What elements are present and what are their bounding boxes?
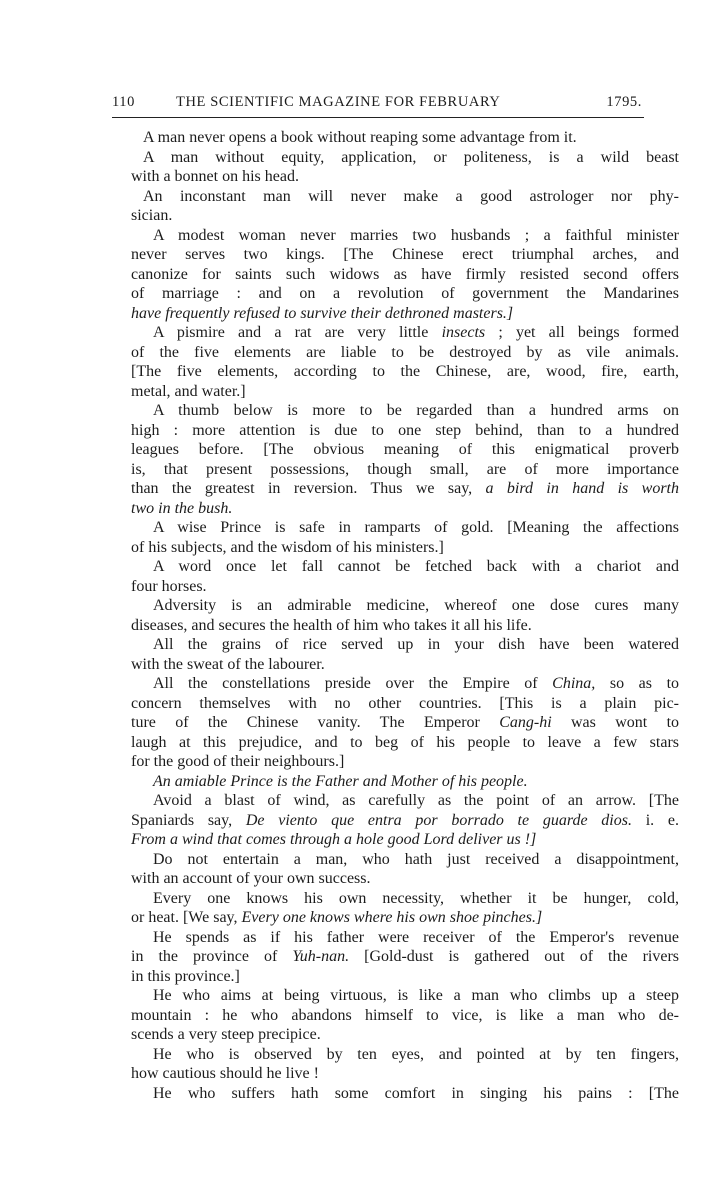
text-line: metal, and water.]: [131, 382, 246, 400]
text-segment: so as to: [609, 675, 680, 692]
italic-phrase: From a wind that comes through a hole good Lord deliver us !]: [131, 831, 537, 848]
italic-phrase: Every one knows where his own shoe pinches.]: [241, 909, 543, 926]
text-line: A man never opens a book without reaping some advantage from it.: [143, 129, 577, 146]
text-segment: was wont to: [571, 714, 680, 731]
italic-word: Cang-hi: [499, 714, 552, 731]
issue-year: 1795.: [606, 94, 642, 110]
text-line: [131, 323, 679, 343]
text-line: [131, 479, 679, 499]
text-segment: in the province of: [131, 948, 278, 965]
text-line: [131, 947, 679, 967]
text-line: An inconstant man will never make a good astrologer nor phy-: [143, 187, 679, 205]
text-line: [131, 304, 679, 324]
italic-phrase: two in the bush.: [131, 499, 233, 517]
text-line: A modest woman never marries two husbands ; a faithful minister: [153, 226, 679, 244]
text-line: [The five elements, according to the Chinese, are, wood, fire, earth,: [131, 363, 679, 380]
italic-word: Yuh-nan.: [292, 948, 350, 965]
text-line: [131, 830, 679, 850]
text-line: with a bonnet on his head.: [131, 168, 299, 185]
text-line: A man without equity, application, or politeness, is a wild beast: [143, 148, 679, 166]
text-line: Every one knows his own necessity, whether it be hunger, cold,: [153, 889, 679, 907]
text-line: He who is observed by ten eyes, and pointed at by ten fingers,: [153, 1045, 679, 1063]
text-line: He who suffers hath some comfort in singing his pains : [The: [153, 1084, 679, 1102]
text-segment: All the constellations preside over the Empire of: [153, 675, 538, 692]
text-line: for the good of their neighbours.]: [131, 753, 345, 770]
proverbs-text: [131, 128, 679, 1103]
italic-word: China,: [552, 675, 596, 692]
italic-phrase: a bird in hand is worth: [485, 480, 679, 497]
text-line: He who aims at being virtuous, is like a man who climbs up a steep: [153, 987, 679, 1004]
italic-phrase: have frequently refused to survive their dethroned masters.]: [131, 304, 514, 322]
text-line: A word once let fall cannot be fetched back with a chariot and: [153, 558, 679, 575]
page-number: 110: [112, 94, 136, 110]
text-segment: A pismire and a rat are very little: [153, 324, 429, 341]
text-segment: ture of the Chinese vanity. The Emperor: [131, 714, 480, 731]
italic-word: insects: [441, 324, 486, 341]
text-line: scends a very steep precipice.: [131, 1026, 321, 1043]
text-line: in this province.]: [131, 967, 240, 985]
text-line: Do not entertain a man, who hath just received a disappointment,: [153, 850, 679, 868]
text-line: [131, 674, 679, 694]
text-line: of his subjects, and the wisdom of his ministers.]: [131, 538, 444, 556]
text-line: diseases, and secures the health of him who takes it all his life.: [131, 616, 532, 634]
text-segment: ; yet all beings formed: [498, 324, 680, 341]
text-segment: i. e.: [645, 811, 679, 829]
text-segment: than the greatest in reversion. Thus we say,: [131, 480, 473, 497]
text-line: [131, 908, 679, 928]
text-line: with the sweat of the labourer.: [131, 655, 325, 673]
text-line: sician.: [131, 207, 173, 224]
text-segment: or heat. [We say,: [131, 909, 238, 926]
text-line: leagues before. [The obvious meaning of this enigmatical proverb: [131, 441, 679, 458]
text-line: He spends as if his father were receiver of the Emperor's revenue: [153, 928, 679, 946]
text-line: laugh at this prejudice, and to beg of his people to leave a few stars: [131, 733, 679, 751]
text-line: of marriage : and on a revolution of government the Mandarines: [131, 285, 679, 302]
text-line: A wise Prince is safe in ramparts of gold. [Meaning the affections: [153, 519, 679, 536]
text-line: how cautious should he live !: [131, 1065, 319, 1082]
italic-phrase: An amiable Prince is the Father and Mother of his people.: [153, 772, 528, 790]
text-line: concern themselves with no other countries. [This is a plain pic-: [131, 694, 679, 712]
magazine-title: THE SCIENTIFIC MAGAZINE FOR FEBRUARY: [176, 94, 501, 110]
text-line: mountain : he who abandons himself to vice, is like a man who de-: [131, 1006, 679, 1024]
text-line: Avoid a blast of wind, as carefully as the point of an arrow. [The: [153, 792, 679, 809]
text-line: never serves two kings. [The Chinese erect triumphal arches, and: [131, 246, 679, 263]
running-header: [112, 94, 642, 116]
text-segment: [Gold-dust is gathered out of the rivers: [364, 948, 680, 965]
text-line: [131, 811, 679, 831]
text-line: All the grains of rice served up in your dish have been watered: [153, 636, 679, 653]
text-line: [131, 772, 679, 792]
text-line: canonize for saints such widows as have firmly resisted second offers: [131, 265, 679, 283]
text-line: with an account of your own success.: [131, 870, 371, 887]
text-line: of the five elements are liable to be destroyed by as vile animals.: [131, 343, 679, 361]
text-segment: Spaniards say,: [131, 811, 233, 829]
italic-phrase: De viento que entra por borrado te guarde dios.: [245, 811, 632, 829]
text-line: high : more attention is due to one step behind, than to a hundred: [131, 421, 679, 439]
text-line: is, that present possessions, though small, are of more importance: [131, 460, 679, 478]
text-line: A thumb below is more to be regarded than a hundred arms on: [153, 402, 679, 419]
text-line: four horses.: [131, 577, 207, 595]
text-line: Adversity is an admirable medicine, whereof one dose cures many: [153, 597, 679, 614]
text-line: [131, 713, 679, 733]
text-line: [131, 499, 679, 519]
header-rule: [112, 117, 644, 118]
